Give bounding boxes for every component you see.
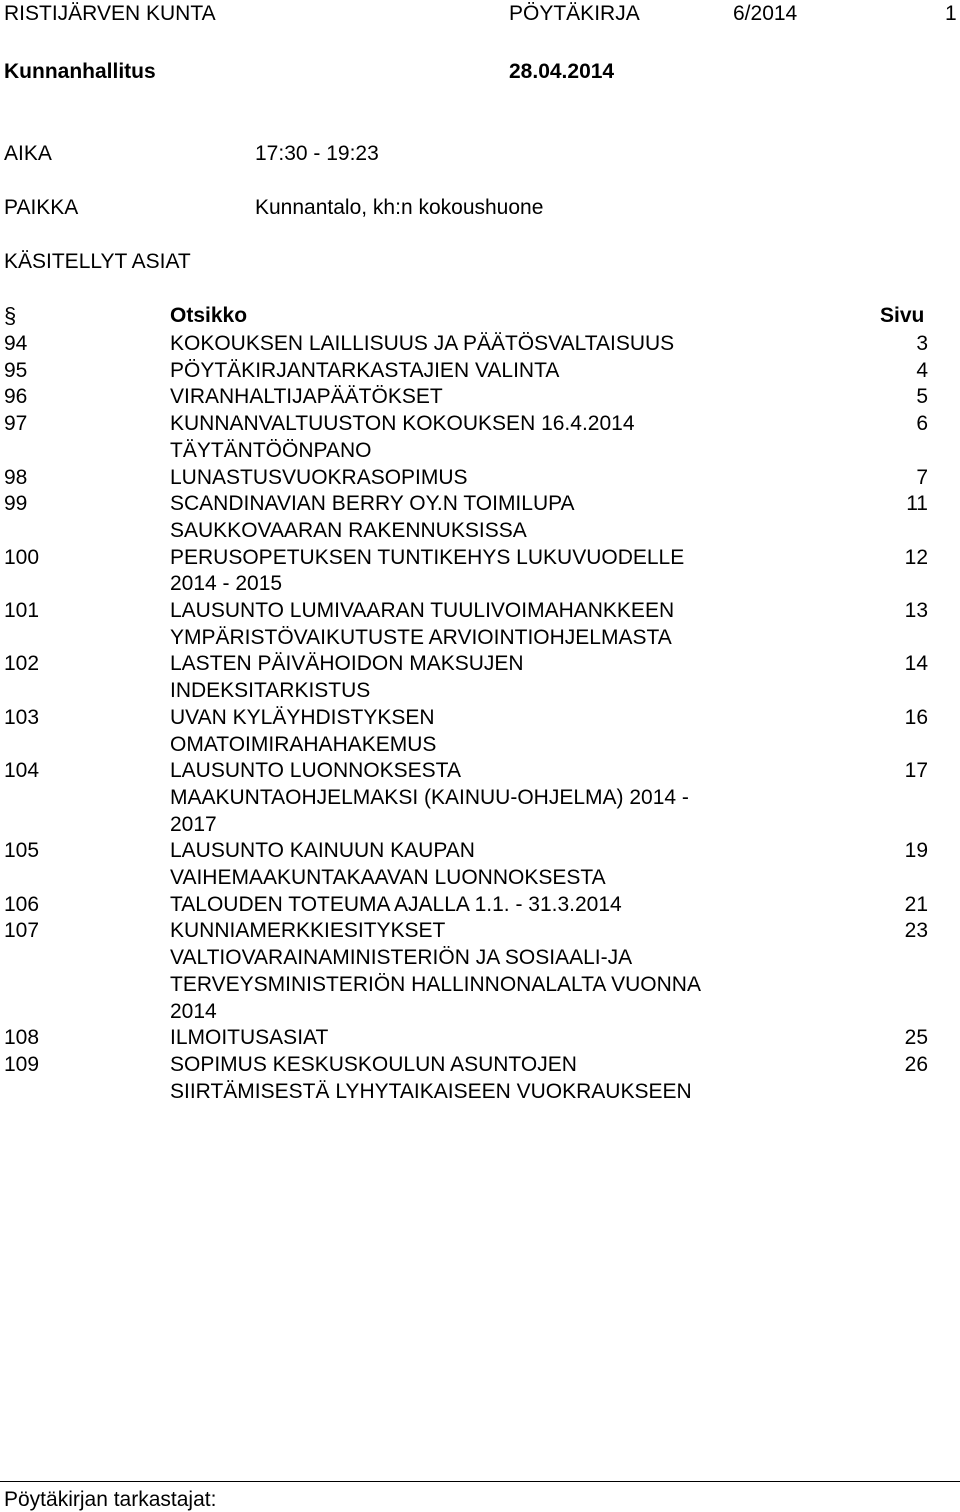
agenda-row — [0, 758, 960, 838]
item-number: 94 — [4, 332, 28, 355]
agenda-row — [0, 705, 960, 758]
item-title-line: LAUSUNTO LUMIVAARAN TUULIVOIMAHANKKEEN — [170, 599, 675, 623]
item-title-line: MAAKUNTAOHJELMAKSI (KAINUU-OHJELMA) 2014 - — [170, 785, 689, 809]
agenda-row — [0, 465, 960, 492]
agenda-row — [0, 1025, 960, 1052]
reviewers-label: Pöytäkirjan tarkastajat: — [4, 1488, 217, 1511]
item-page: 12 — [904, 545, 928, 569]
item-title — [170, 411, 780, 464]
item-number: 101 — [4, 599, 40, 623]
place-value: Kunnantalo, kh:n kokoushuone — [255, 196, 544, 219]
item-title-line: TÄYTÄNTÖÖNPANO — [170, 438, 372, 462]
meeting-date: 28.04.2014 — [509, 60, 615, 83]
item-page: 19 — [904, 839, 928, 863]
item-title — [170, 384, 780, 411]
item-page: 13 — [904, 599, 928, 623]
agenda-row — [0, 358, 960, 385]
agenda-row — [0, 545, 960, 598]
item-title-line: 2014 - 2015 — [170, 572, 283, 596]
item-number: 100 — [4, 545, 40, 569]
title-column-header: Otsikko — [170, 304, 248, 327]
item-title — [170, 545, 780, 598]
document-number: 6/2014 — [733, 2, 798, 25]
item-number: 97 — [4, 412, 28, 436]
item-title-line: VAIHEMAAKUNTAKAAVAN LUONNOKSESTA — [170, 866, 606, 890]
item-title — [170, 465, 780, 492]
item-title-line: ILMOITUSASIAT — [170, 1026, 329, 1050]
item-title — [170, 491, 780, 544]
item-number: 108 — [4, 1026, 40, 1050]
item-number: 102 — [4, 652, 40, 676]
item-title — [170, 918, 780, 1025]
item-number: 104 — [4, 759, 40, 783]
item-number: 103 — [4, 705, 40, 729]
item-title — [170, 358, 780, 385]
item-title-line: PÖYTÄKIRJANTARKASTAJIEN VALINTA — [170, 358, 560, 382]
item-number: 99 — [4, 492, 28, 516]
item-title-line: 2014 — [170, 999, 217, 1023]
agenda-row — [0, 1052, 960, 1105]
item-number: 106 — [4, 892, 40, 916]
item-page: 4 — [916, 358, 928, 382]
agenda-row — [0, 331, 960, 358]
agenda-row — [0, 651, 960, 704]
governing-body: Kunnanhallitus — [4, 60, 156, 83]
item-page: 26 — [904, 1052, 928, 1076]
item-title-line: KUNNANVALTUUSTON KOKOUKSEN 16.4.2014 — [170, 412, 635, 436]
item-title — [170, 1052, 780, 1105]
item-title — [170, 705, 780, 758]
item-number: 107 — [4, 919, 40, 943]
agenda-row — [0, 491, 960, 544]
agenda-row — [0, 918, 960, 1025]
item-title-line: INDEKSITARKISTUS — [170, 679, 371, 703]
item-number: 109 — [4, 1052, 40, 1076]
item-title — [170, 1025, 780, 1052]
organization-name: RISTIJÄRVEN KUNTA — [4, 2, 216, 25]
item-title — [170, 892, 780, 919]
item-title-line: TALOUDEN TOTEUMA AJALLA 1.1. - 31.3.2014 — [170, 892, 622, 916]
item-title-line: LAUSUNTO LUONNOKSESTA — [170, 759, 461, 783]
document-type: PÖYTÄKIRJA — [509, 2, 640, 25]
item-number: 95 — [4, 358, 28, 382]
item-page: 25 — [904, 1026, 928, 1050]
item-title-line: LAUSUNTO KAINUUN KAUPAN — [170, 839, 475, 863]
agenda-row — [0, 384, 960, 411]
page-number: 1 — [945, 2, 957, 25]
item-title-line: LASTEN PÄIVÄHOIDON MAKSUJEN — [170, 652, 524, 676]
item-title-line: SCANDINAVIAN BERRY OY.N TOIMILUPA — [170, 492, 575, 516]
item-number: 98 — [4, 465, 28, 489]
item-title — [170, 758, 780, 838]
time-label: AIKA — [4, 142, 52, 165]
agenda-row — [0, 411, 960, 464]
item-title-line: TERVEYSMINISTERIÖN HALLINNONALALTA VUONNA — [170, 972, 701, 996]
item-number: 96 — [4, 385, 28, 409]
item-page: 7 — [916, 465, 928, 489]
footer-divider — [0, 1481, 960, 1482]
agenda-list — [0, 331, 960, 1105]
item-title-line: LUNASTUSVUOKRASOPIMUS — [170, 465, 468, 489]
item-title — [170, 331, 780, 358]
item-page: 23 — [904, 919, 928, 943]
time-value: 17:30 - 19:23 — [255, 142, 379, 165]
item-page: 11 — [906, 492, 928, 516]
page-column-header: Sivu — [880, 304, 925, 327]
item-page: 14 — [904, 652, 928, 676]
item-title-line: SOPIMUS KESKUSKOULUN ASUNTOJEN — [170, 1052, 577, 1076]
item-title-line: PERUSOPETUKSEN TUNTIKEHYS LUKUVUODELLE — [170, 545, 685, 569]
item-page: 5 — [916, 385, 928, 409]
agenda-row — [0, 838, 960, 891]
item-page: 3 — [916, 332, 928, 355]
item-title-line: KUNNIAMERKKIESITYKSET — [170, 919, 446, 943]
item-page: 6 — [916, 412, 928, 436]
item-page: 17 — [904, 759, 928, 783]
item-number: 105 — [4, 839, 40, 863]
item-title-line: 2017 — [170, 812, 217, 836]
item-title-line: VIRANHALTIJAPÄÄTÖKSET — [170, 385, 443, 409]
agenda-row — [0, 598, 960, 651]
item-title-line: KOKOUKSEN LAILLISUUS JA PÄÄTÖSVALTAISUUS — [170, 332, 675, 355]
item-title — [170, 598, 780, 651]
item-page: 16 — [904, 705, 928, 729]
item-title-line: SIIRTÄMISESTÄ LYHYTAIKAISEEN VUOKRAUKSEEN — [170, 1079, 692, 1103]
items-heading: KÄSITELLYT ASIAT — [4, 250, 191, 273]
section-symbol: § — [4, 303, 17, 328]
item-title-line: SAUKKOVAARAN RAKENNUKSISSA — [170, 518, 527, 542]
item-title-line: YMPÄRISTÖVAIKUTUSTE ARVIOINTIOHJELMASTA — [170, 625, 672, 649]
agenda-row — [0, 892, 960, 919]
item-title — [170, 651, 780, 704]
item-title — [170, 838, 780, 891]
place-label: PAIKKA — [4, 196, 79, 219]
item-title-line: VALTIOVARAINAMINISTERIÖN JA SOSIAALI-JA — [170, 946, 633, 970]
item-title-line: OMATOIMIRAHAHAKEMUS — [170, 732, 437, 756]
item-page: 21 — [904, 892, 928, 916]
item-title-line: UVAN KYLÄYHDISTYKSEN — [170, 705, 435, 729]
